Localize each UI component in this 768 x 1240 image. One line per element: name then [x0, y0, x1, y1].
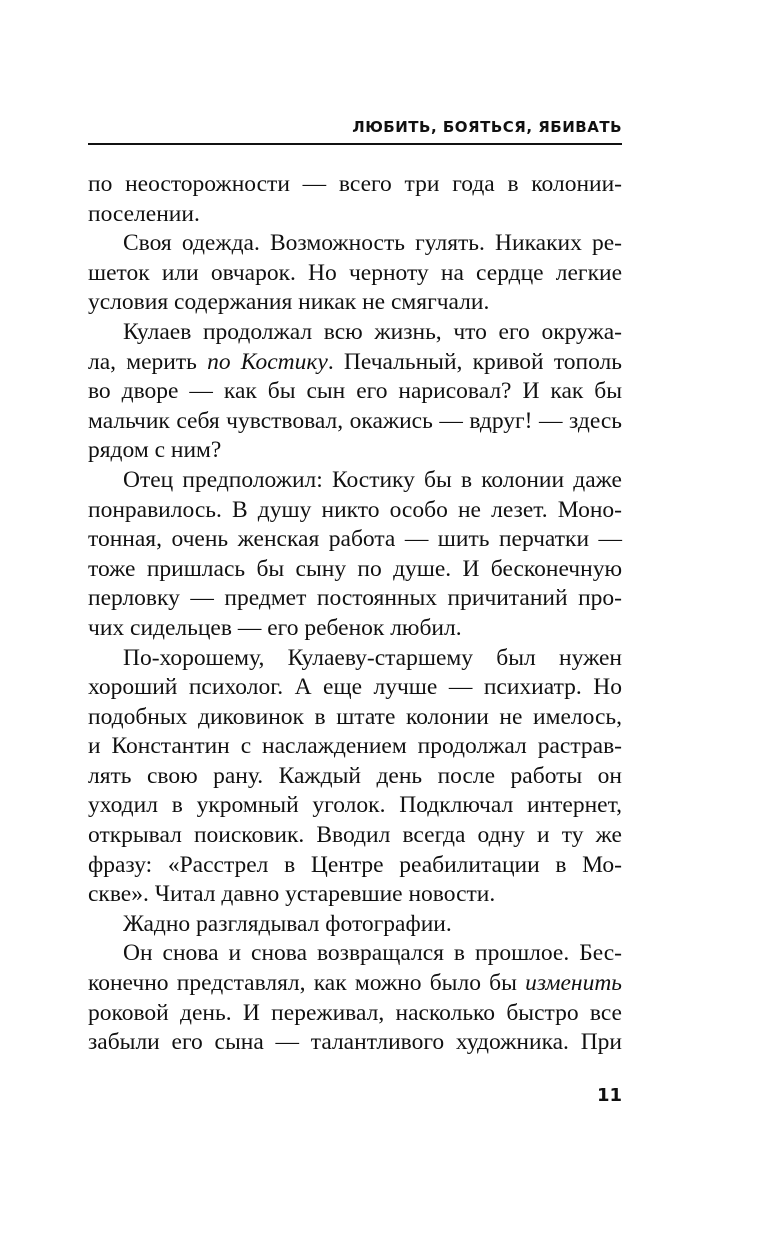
text-line: скве». Читал давно устаревшие новости.: [88, 881, 496, 908]
text-line: [88, 348, 622, 378]
text-fragment: ла, мерить: [88, 348, 208, 375]
text-line: шеток или овчарок. Но черноту на сердце легкие: [88, 259, 622, 286]
paragraph: [88, 318, 622, 466]
text-line: тоже пришлась бы сыну по душе. И бесконечную: [88, 555, 622, 582]
text-line: забыли его сына — талантливого художника. При: [88, 1029, 622, 1056]
header-rule: [88, 143, 622, 145]
text-line: условия содержания никак не смягчали.: [88, 289, 490, 316]
text-line: чих сидельцев — его ребенок любил.: [88, 614, 462, 641]
text-line: [88, 969, 622, 999]
text-line: по неосторожности — всего три года в колонии-: [88, 171, 622, 197]
page-body: [88, 170, 622, 1058]
italic-fragment: по Костику: [207, 348, 328, 375]
running-head: ЛЮБИТЬ, БОЯТЬСЯ, ЯБИВАТЬ: [352, 118, 622, 136]
paragraph: [88, 939, 622, 1057]
paragraph: [88, 910, 622, 940]
text-line: хороший психолог. А еще лучше — психиатр. Но: [88, 674, 622, 701]
page-number: 11: [596, 1085, 622, 1106]
paragraph: [88, 170, 622, 229]
text-line: тонная, очень женская работа — шить перчатки —: [88, 526, 622, 553]
text-line: открывал поисковик. Вводил всегда одну и ту же: [88, 822, 622, 849]
text-line: понравилось. В душу никто особо не лезет. Моно-: [88, 496, 622, 523]
paragraph: [88, 229, 622, 318]
text-line: подобных диковинок в штате колонии не имелось,: [88, 703, 622, 730]
text-fragment: конечно представлял, как можно было бы: [88, 970, 526, 997]
text-line: Жадно разглядывал фотографии.: [123, 910, 452, 937]
paragraph: [88, 644, 622, 910]
italic-fragment: изменить: [525, 970, 622, 997]
text-line: мальчик себя чувствовал, окажись — вдруг! — здесь: [88, 407, 622, 434]
text-line: Своя одежда. Возможность гулять. Никаких ре-: [123, 230, 622, 257]
text-line: уходил в укромный уголок. Подключал интернет,: [88, 792, 622, 819]
text-line: поселении.: [88, 200, 200, 227]
text-line: Кулаев продолжал всю жизнь, что его окружа-: [123, 318, 622, 345]
text-line: фразу: «Расстрел в Центре реабилитации в Мо-: [88, 851, 622, 878]
text-line: рядом с ним?: [88, 437, 222, 464]
text-line: По-хорошему, Кулаеву-старшему был нужен: [123, 644, 622, 671]
text-fragment: . Печальный, кривой тополь: [327, 348, 622, 375]
text-line: и Константин с наслаждением продолжал растрав-: [88, 733, 622, 760]
text-line: Он снова и снова возвращался в прошлое. Бес-: [123, 940, 622, 967]
text-line: роковой день. И переживал, насколько быстро все: [88, 999, 622, 1026]
text-line: во дворе — как бы сын его нарисовал? И как бы: [88, 378, 622, 405]
text-line: лять свою рану. Каждый день после работы он: [88, 762, 622, 789]
paragraph: [88, 466, 622, 644]
text-line: Отец предположил: Костику бы в колонии даже: [123, 466, 622, 493]
text-line: перловку — предмет постоянных причитаний про-: [88, 585, 622, 612]
